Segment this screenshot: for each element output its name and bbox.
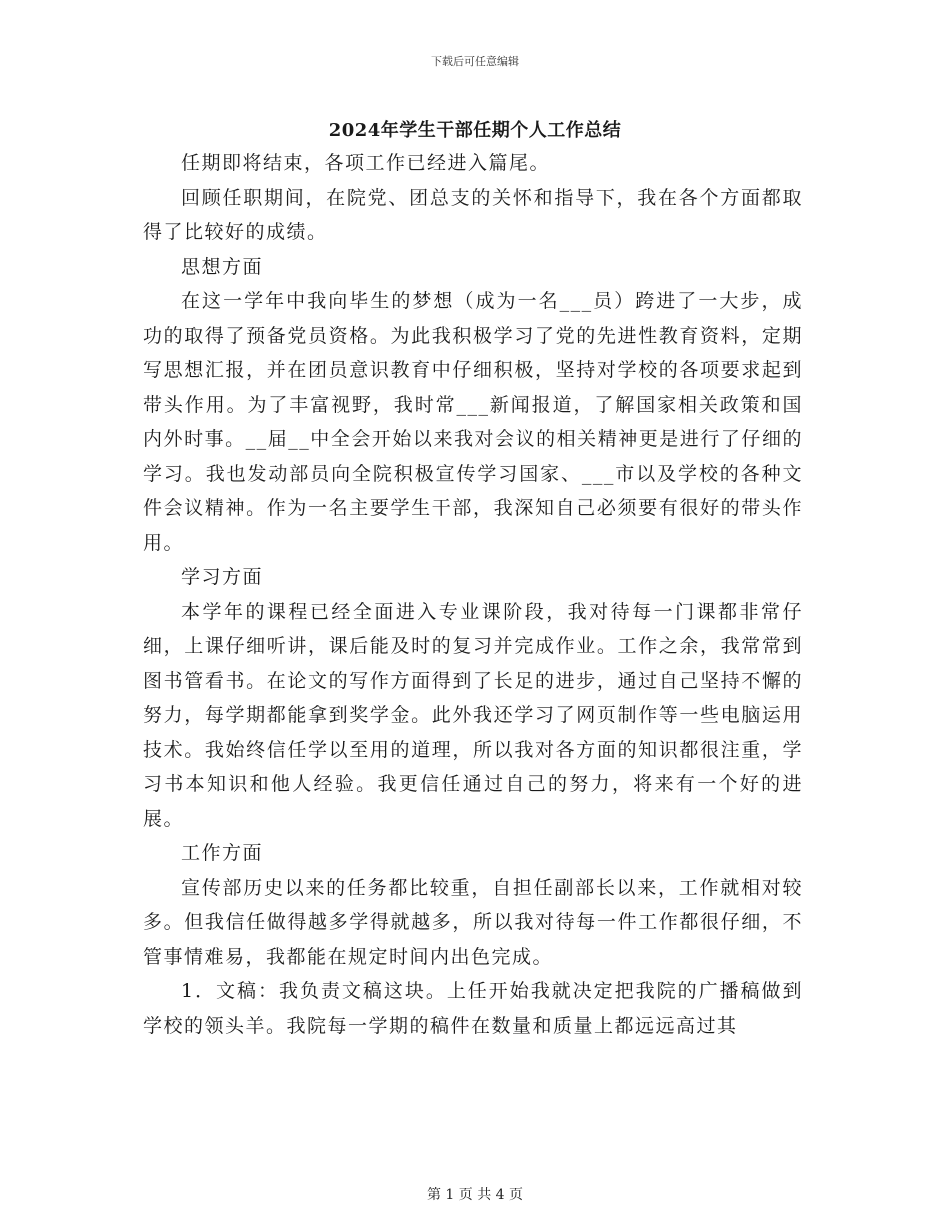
paragraph: 本学年的课程已经全面进入专业课阶段，我对待每一门课都非常仔细，上课仔细听讲，课后能及时的复习并完成作业。工作之余，我常常到图书管看书。在论文的写作方面得到了长足的进步，通过自己坚持不懈的努力，每学期都能拿到奖学金。此外我还学习了网页制作等一些电脑运用技术。我始终信任学以至用的道理，所以我对各方面的知识都很注重，学习书本知识和他人经验。我更信任通过自己的努力，将来有一个好的进展。 — [143, 600, 803, 830]
page-number: 第 1 页 共 4 页 — [426, 1187, 524, 1203]
paragraph: 回顾任职期间，在院党、团总支的关怀和指导下，我在各个方面都取得了比较好的成绩。 — [143, 186, 803, 243]
section-heading-work: 工作方面 — [181, 842, 264, 864]
paragraph: 在这一学年中我向毕生的梦想（成为一名___员）跨进了一大步，成功的取得了预备党员资格。为此我积极学习了党的先进性教育资料，定期写思想汇报，并在团员意识教育中仔细积极，坚持对学校的各项要求起到带头作用。为了丰富视野，我时常___新闻报道，了解国家相关政策和国内外时事。__届__中全会开始以来我对会议的相关精神更是进行了仔细的学习。我也发动部员向全院积极宣传学习国家、___市以及学校的各种文件会议精神。作为一名主要学生干部，我深知自己必须要有很好的带头作用。 — [143, 290, 803, 554]
document-body — [143, 146, 803, 1043]
document-title: 2024年学生干部任期个人工作总结 — [328, 120, 622, 141]
paragraph: 宣传部历史以来的任务都比较重，自担任副部长以来，工作就相对较多。但我信任做得越多学得就越多，所以我对待每一件工作都很仔细，不管事情难易，我都能在规定时间内出色完成。 — [143, 876, 803, 968]
paragraph: 1．文稿：我负责文稿这块。上任开始我就决定把我院的广播稿做到学校的领头羊。我院每一学期的稿件在数量和质量上都远远高过其 — [143, 980, 803, 1037]
header-note: 下载后可任意编辑 — [431, 55, 519, 68]
section-heading-thought: 思想方面 — [181, 255, 264, 278]
section-heading-study: 学习方面 — [181, 566, 264, 588]
paragraph: 任期即将结束，各项工作已经进入篇尾。 — [181, 152, 551, 174]
